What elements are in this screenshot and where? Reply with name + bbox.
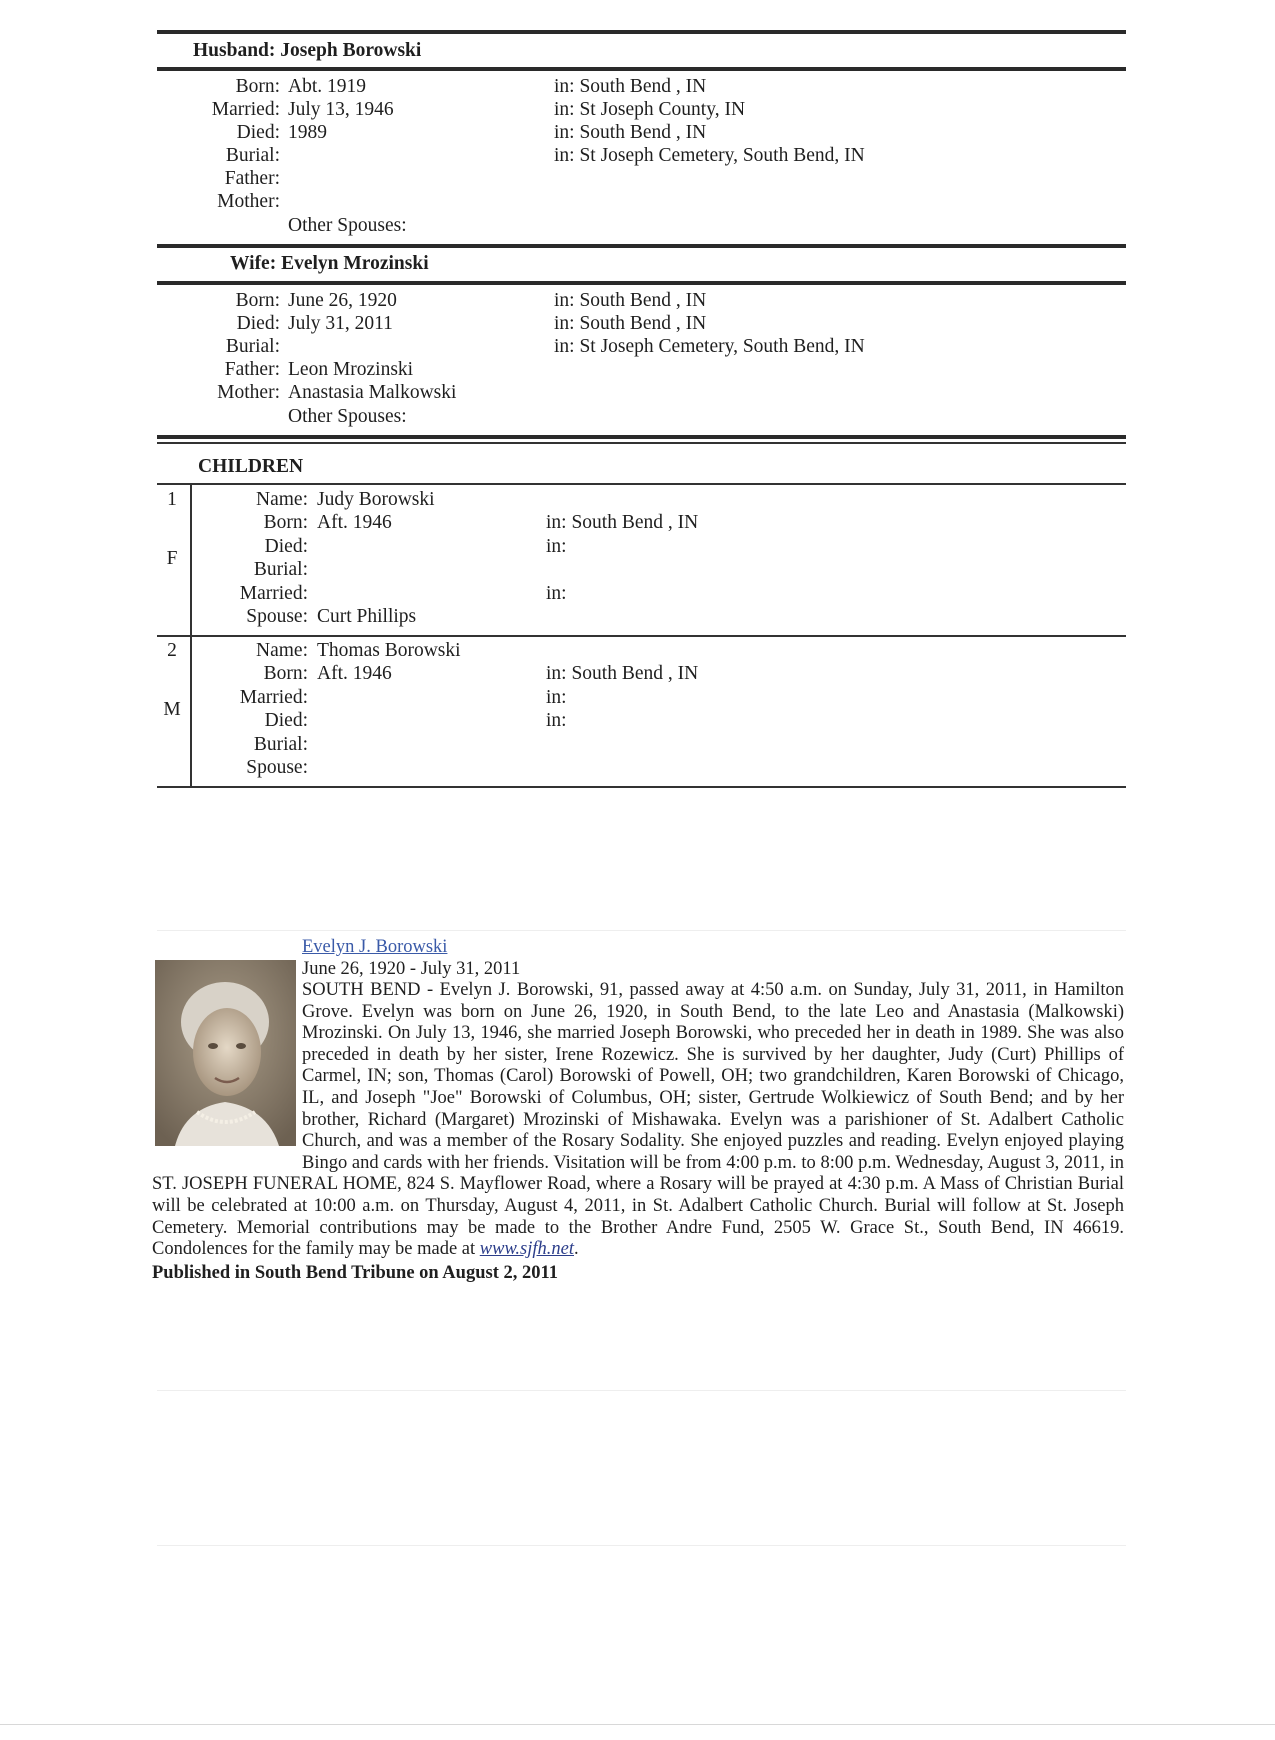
husband-married-label: Married:: [211, 99, 280, 120]
child-2-born-location: in: South Bend , IN: [546, 663, 699, 684]
husband-born-location: in: South Bend , IN: [554, 76, 707, 97]
obituary-body: [152, 980, 1124, 1261]
bleed-through-rule: [157, 1390, 1126, 1391]
child-1-index: 1: [167, 489, 177, 510]
child-2-name-value: Thomas Borowski: [317, 640, 461, 661]
child-1-burial-label: Burial:: [253, 559, 308, 580]
husband-father-label: Father:: [224, 168, 280, 189]
wife-name: Evelyn Mrozinski: [281, 253, 429, 274]
husband-burial-label: Burial:: [225, 145, 280, 166]
children-bottom-rule: [157, 786, 1126, 788]
husband-burial-location: in: St Joseph Cemetery, South Bend, IN: [554, 145, 865, 166]
page-edge: [0, 1724, 1275, 1725]
children-header-rule: [157, 483, 1126, 485]
child-2-died-label: Died:: [264, 710, 308, 731]
husband-married-location: in: St Joseph County, IN: [554, 99, 746, 120]
child-1-born-value: Aft. 1946: [317, 512, 392, 533]
husband-born-value: Abt. 1919: [288, 76, 366, 97]
husband-mother-label: Mother:: [217, 191, 280, 212]
husband-died-value: 1989: [288, 122, 327, 143]
obituary-body-end: .: [574, 1239, 579, 1260]
husband-other-spouses-label: Other Spouses:: [288, 215, 407, 236]
wife-born-location: in: South Bend , IN: [554, 290, 707, 311]
bleed-through-rule: [157, 930, 1126, 931]
wife-born-label: Born:: [235, 290, 280, 311]
wife-father-value: Leon Mrozinski: [288, 359, 414, 380]
child-2-died-location: in:: [546, 710, 567, 731]
child-1-married-label: Married:: [239, 583, 308, 604]
husband-header: [193, 39, 421, 63]
husband-died-label: Died:: [236, 122, 280, 143]
wife-died-label: Died:: [236, 313, 280, 334]
wife-mother-value: Anastasia Malkowski: [288, 382, 457, 403]
wife-father-label: Father:: [224, 359, 280, 380]
child-2-born-label: Born:: [263, 663, 308, 684]
wife-burial-location: in: St Joseph Cemetery, South Bend, IN: [554, 336, 865, 357]
children-header: CHILDREN: [198, 456, 304, 477]
publication-line: Published in South Bend Tribune on August 2, 2011: [152, 1263, 558, 1283]
wife-burial-label: Burial:: [225, 336, 280, 357]
child-1-married-location: in:: [546, 583, 567, 604]
children-top-rule: [157, 435, 1126, 439]
children-top-rule-thin: [157, 442, 1126, 444]
wife-top-rule: [157, 244, 1126, 248]
child-1-spouse-label: Spouse:: [246, 606, 308, 627]
child-2-married-location: in:: [546, 687, 567, 708]
wife-other-spouses-label: Other Spouses:: [288, 406, 407, 427]
husband-rule: [157, 67, 1126, 71]
bleed-through-rule: [157, 1545, 1126, 1546]
child-1-sex: F: [166, 548, 178, 569]
husband-married-value: July 13, 1946: [288, 99, 394, 120]
funeral-home-website-link[interactable]: www.sjfh.net: [479, 1239, 574, 1260]
obituary-name-link[interactable]: Evelyn J. Borowski: [302, 937, 448, 957]
wife-died-value: July 31, 2011: [288, 313, 393, 334]
child-2-spouse-label: Spouse:: [246, 757, 308, 778]
husband-died-location: in: South Bend , IN: [554, 122, 707, 143]
wife-header: [230, 252, 429, 276]
wife-died-location: in: South Bend , IN: [554, 313, 707, 334]
child-2-burial-label: Burial:: [253, 734, 308, 755]
husband-header-label: Husband:: [193, 40, 276, 61]
photo-wrap-spacer: [152, 980, 302, 1153]
child-2-sex: M: [163, 699, 181, 720]
obituary-dates: June 26, 1920 - July 31, 2011: [302, 959, 521, 979]
wife-header-label: Wife:: [230, 253, 277, 274]
wife-mother-label: Mother:: [217, 382, 280, 403]
child-2-married-label: Married:: [239, 687, 308, 708]
child-1-born-label: Born:: [263, 512, 308, 533]
child-1-spouse-value: Curt Phillips: [317, 606, 417, 627]
child-1-died-label: Died:: [264, 536, 308, 557]
child-2-name-label: Name:: [256, 640, 308, 661]
husband-name: Joseph Borowski: [280, 40, 422, 61]
child-1-name-value: Judy Borowski: [317, 489, 435, 510]
child-2-index: 2: [167, 640, 177, 661]
husband-born-label: Born:: [235, 76, 280, 97]
obituary-body-text: SOUTH BEND - Evelyn J. Borowski, 91, passed away at 4:50 a.m. on Sunday, July 31, 2011, in Hamilton Grove. Evelyn was born on June 26, 1920, in South Bend, to the late Leo and Anastasia (Malkowski) Mrozinski. On July 13, 1946, she married Joseph Borowski, who preceded her in death in 1989. She was also preceded in death by her sister, Irene Rozewicz. She is survived by her daughter, Judy (Curt) Phillips of Carmel, IN; son, Thomas (Carol) Borowski of Powell, OH; two grandchildren, Karen Borowski of Chicago, IL, and Joseph "Joe" Borowski of Columbus, OH; sister, Gertrude Wolkiewicz of South Bend; and by her brother, Richard (Margaret) Mrozinski of Mishawaka. Evelyn was a parishioner of St. Adalbert Catholic Church, and was a member of the Rosary Sodality. She enjoyed puzzles and reading. Evelyn enjoyed playing Bingo and cards with her friends. Visitation will be from 4:00 p.m. to 8:00 p.m. Wednesday, August 3, 2011, in ST. JOSEPH FUNERAL HOME, 824 S. Mayflower Road, where a Rosary will be prayed at 4:30 p.m. A Mass of Christian Burial will be celebrated at 10:00 a.m. on Thursday, August 4, 2011, in St. Adalbert Catholic Church. Burial will follow at St. Joseph Cemetery. Memorial contributions may be made to the Brother Andre Fund, 2505 W. Grace St., South Bend, IN 46619. Condolences for the family may be made at: [152, 980, 1124, 1260]
child-2-born-value: Aft. 1946: [317, 663, 392, 684]
child-1-born-location: in: South Bend , IN: [546, 512, 699, 533]
child-separator-rule: [157, 635, 1126, 637]
wife-rule: [157, 281, 1126, 285]
child-1-died-location: in:: [546, 536, 567, 557]
top-rule: [157, 30, 1126, 34]
child-1-name-label: Name:: [256, 489, 308, 510]
wife-born-value: June 26, 1920: [288, 290, 397, 311]
